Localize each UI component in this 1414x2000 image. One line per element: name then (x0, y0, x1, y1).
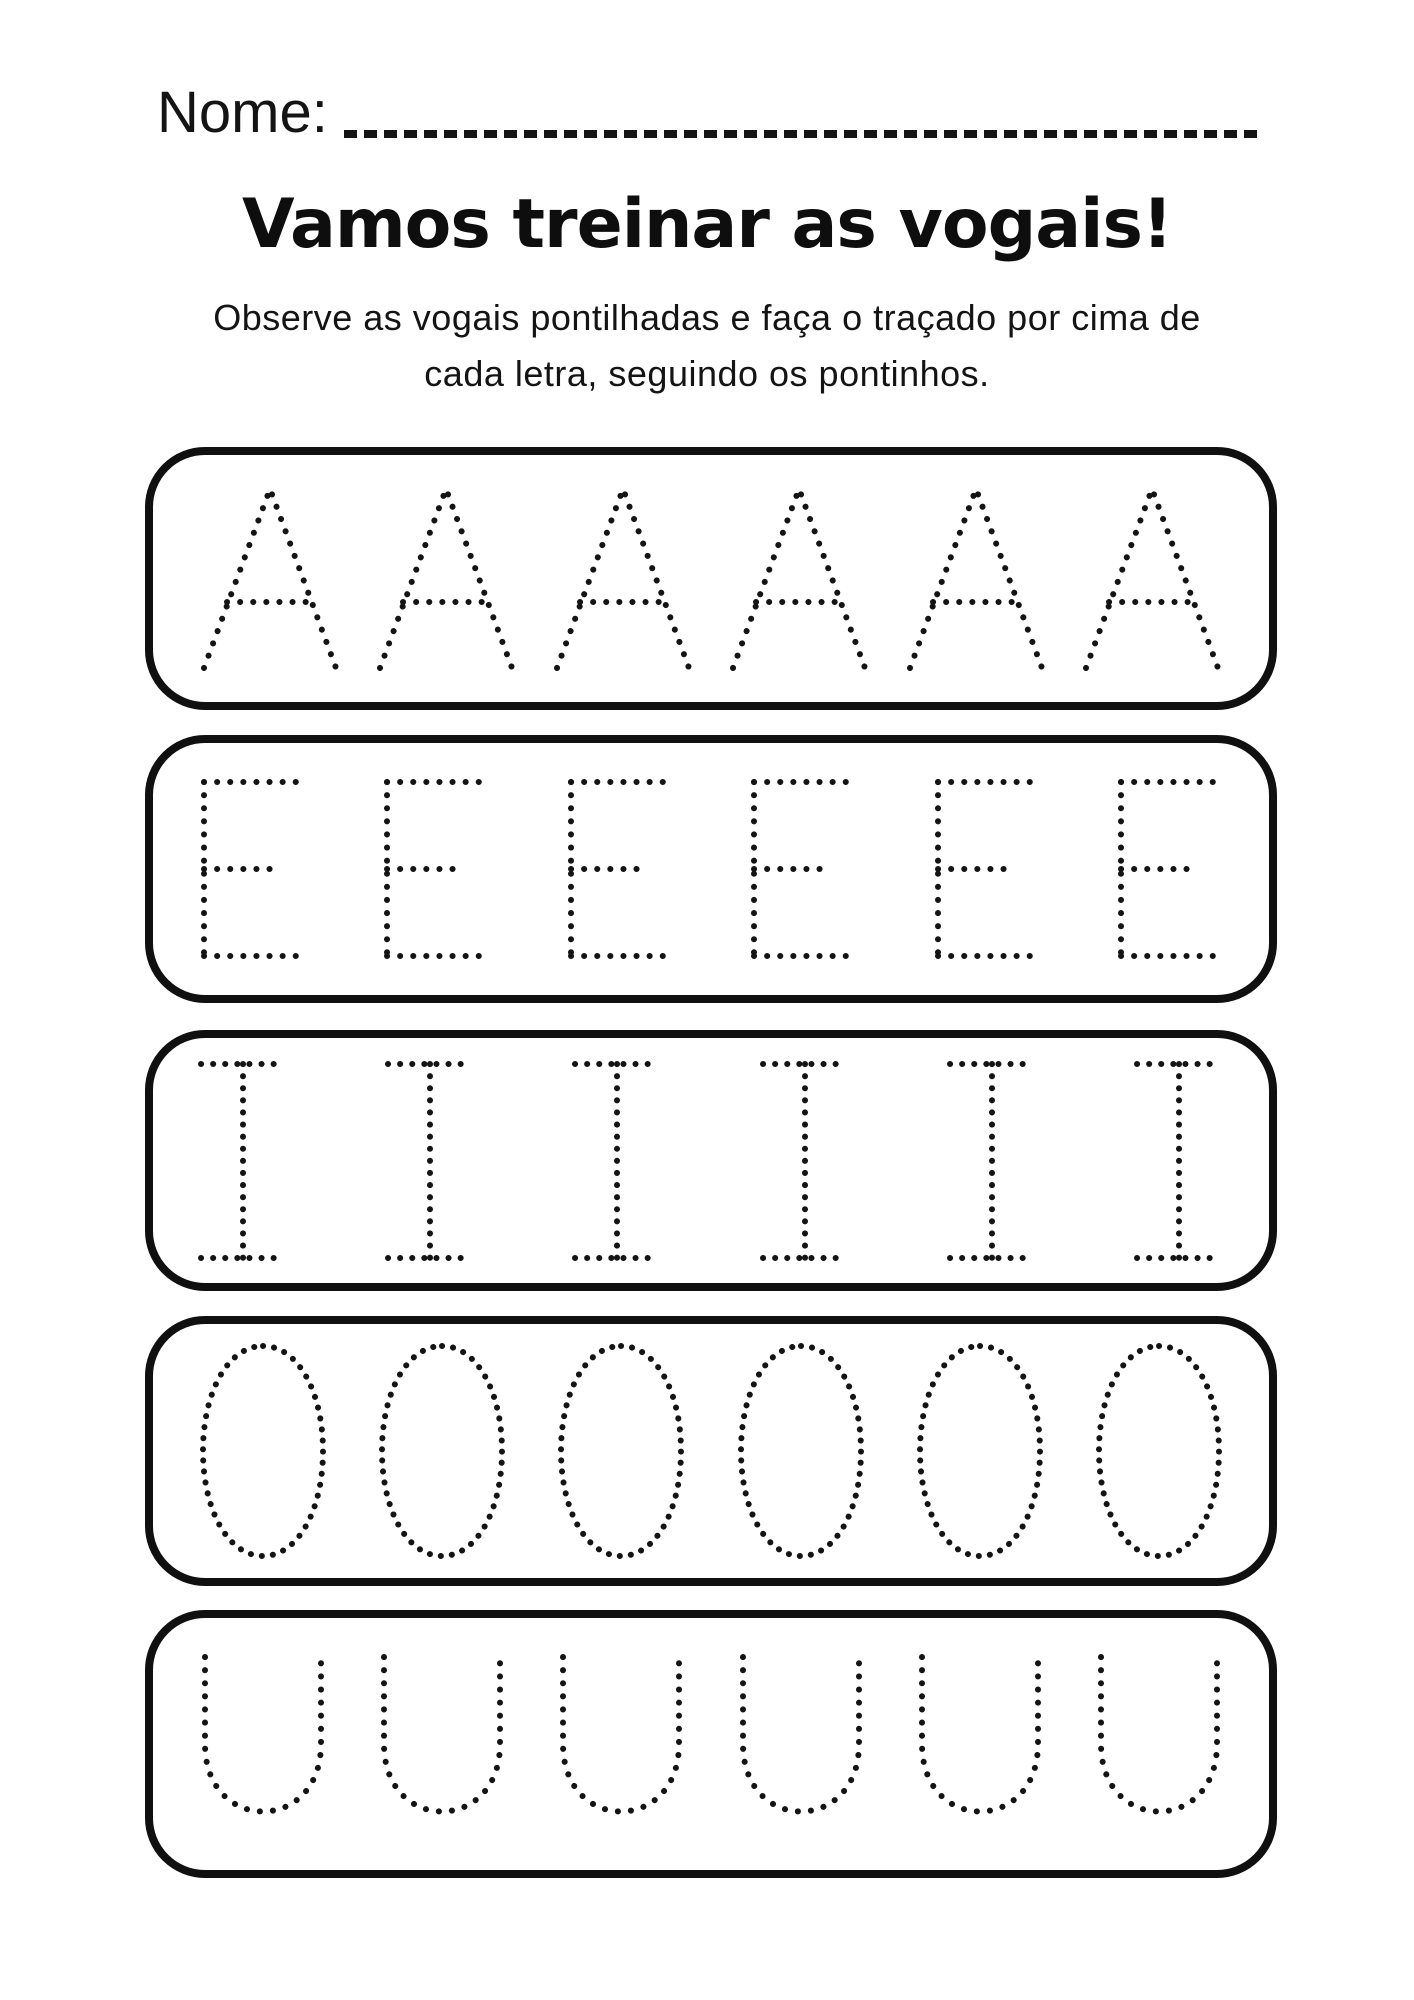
dotted-letter-A (1077, 481, 1227, 676)
dotted-letter-I (569, 1055, 665, 1267)
dotted-letter-E (195, 773, 310, 965)
dotted-letter-I (195, 1055, 291, 1267)
dotted-letter-O (733, 1338, 869, 1564)
name-label: Nome: (157, 80, 328, 145)
letter-row-e (145, 735, 1277, 1003)
dotted-letter-A (901, 481, 1051, 676)
dotted-letter-O (912, 1338, 1048, 1564)
dotted-letter-O (553, 1338, 689, 1564)
instructions-line-1: Observe as vogais pontilhadas e faça o traçado por cima de (213, 297, 1201, 338)
page-title: Vamos treinar as vogais! (242, 185, 1172, 264)
dotted-letter-I (944, 1055, 1040, 1267)
dotted-letter-U (912, 1649, 1048, 1839)
dotted-letter-U (733, 1649, 869, 1839)
dotted-letter-U (195, 1649, 331, 1839)
dotted-letter-E (1112, 773, 1227, 965)
dotted-letter-E (929, 773, 1044, 965)
dotted-letter-O (1091, 1338, 1227, 1564)
letter-row-a (145, 447, 1277, 710)
letter-row-i (145, 1030, 1277, 1291)
name-fill-line (344, 130, 1264, 138)
dotted-letter-A (724, 481, 874, 676)
name-row (157, 80, 1277, 145)
dotted-letter-A (195, 481, 345, 676)
dotted-letter-I (1131, 1055, 1227, 1267)
dotted-letter-U (374, 1649, 510, 1839)
dotted-letter-O (374, 1338, 510, 1564)
instructions-line-2: cada letra, seguindo os pontinhos. (424, 353, 990, 394)
instructions (0, 290, 1414, 402)
dotted-letter-U (553, 1649, 689, 1839)
dotted-letter-O (195, 1338, 331, 1564)
dotted-letter-E (378, 773, 493, 965)
dotted-letter-E (745, 773, 860, 965)
dotted-letter-A (548, 481, 698, 676)
dotted-letter-I (757, 1055, 853, 1267)
dotted-letter-I (382, 1055, 478, 1267)
dotted-letter-U (1091, 1649, 1227, 1839)
dotted-letter-A (371, 481, 521, 676)
dotted-letter-E (562, 773, 677, 965)
letter-row-o (145, 1316, 1277, 1586)
letter-row-u (145, 1610, 1277, 1878)
